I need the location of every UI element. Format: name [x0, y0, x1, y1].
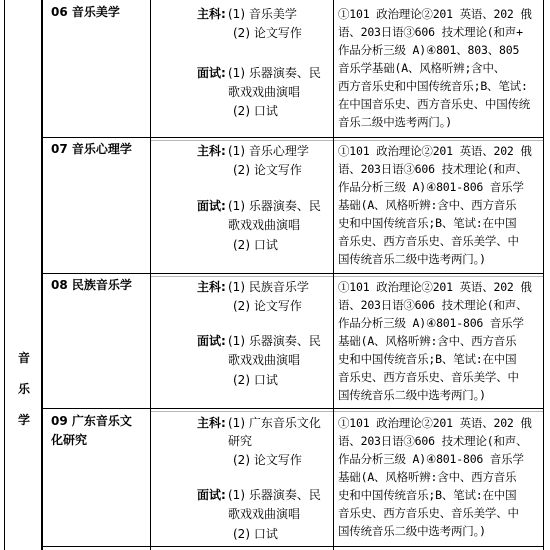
- exam-line: 语、203日语③606 技术理论(和声、: [338, 434, 528, 448]
- interview-line: 歌戏戏曲演唱: [228, 218, 301, 232]
- cell-inner-rule: [151, 276, 333, 277]
- row-separator: [42, 273, 544, 274]
- main-subject-label: 主科:: [197, 280, 226, 294]
- exam-line: 国传统音乐二级中选考两门。): [338, 252, 486, 266]
- exam-line: 在中国音乐史、西方音乐史、中国传统: [338, 97, 531, 111]
- main-subject-label: 主科:: [197, 7, 226, 21]
- main-subject-line: (1) 民族音乐学: [228, 280, 309, 294]
- major-name: 07 音乐心理学: [51, 142, 132, 156]
- main-subject-line: 研究: [228, 434, 253, 448]
- category-char: 乐: [17, 382, 30, 396]
- exam-line: 作品分析三级 A)④801-806 音乐学: [338, 316, 524, 330]
- exam-line: 音乐史、西方音乐史、音乐美学、中: [338, 506, 519, 520]
- main-subject-line: (2) 论文写作: [233, 163, 302, 177]
- exam-line: 音乐二级中选考两门。): [338, 115, 452, 129]
- exam-line: ①101 政治理论②201 英语、202 俄: [338, 416, 532, 430]
- interview-line: (2) 口试: [233, 104, 278, 118]
- exam-line: 基础(A、风格听辨:含中、西方音乐: [338, 198, 517, 212]
- main-subject-label: 主科:: [197, 416, 226, 430]
- major-name-continued: 化研究: [51, 433, 88, 447]
- name-column-divider: [150, 0, 151, 550]
- interview-line: (2) 口试: [233, 238, 278, 252]
- exam-line: 语、203日语③606 技术理论(和声+: [338, 25, 523, 39]
- main-subject-line: (2) 论文写作: [233, 26, 302, 40]
- exam-line: 史和中国传统音乐;B、笔试:在中国: [338, 488, 517, 502]
- interview-line: (1) 乐器演奏、民: [228, 66, 321, 80]
- exam-line: 语、203日语③606 技术理论(和声、: [338, 298, 528, 312]
- interview-line: 歌戏戏曲演唱: [228, 507, 301, 521]
- exam-line: ①101 政治理论②201 英语、202 俄: [338, 280, 532, 294]
- interview-label: 面试:: [197, 488, 226, 502]
- category-column-divider: [41, 0, 43, 550]
- row-separator: [42, 137, 544, 138]
- exam-line: 作品分析三级 A)④801-806 音乐学: [338, 180, 524, 194]
- interview-line: (1) 乐器演奏、民: [228, 334, 321, 348]
- row-separator: [42, 546, 544, 547]
- exam-line: 基础(A、风格听辨:含中、西方音乐: [338, 470, 517, 484]
- cell-inner-rule: [334, 140, 543, 141]
- major-name: 08 民族音乐学: [51, 278, 132, 292]
- subjects-column-divider: [333, 0, 334, 550]
- interview-line: 歌戏戏曲演唱: [228, 353, 301, 367]
- main-subject-line: (1) 音乐心理学: [228, 144, 309, 158]
- interview-line: 歌戏戏曲演唱: [228, 85, 301, 99]
- main-subject-label: 主科:: [197, 144, 226, 158]
- exam-line: 国传统音乐二级中选考两门。): [338, 524, 486, 538]
- interview-label: 面试:: [197, 66, 226, 80]
- exam-line: 西方音乐史和中国传统音乐;B、笔试:: [338, 79, 528, 93]
- cell-inner-rule: [334, 276, 543, 277]
- exam-line: 基础(A、风格听辨:含中、西方音乐: [338, 334, 517, 348]
- cell-inner-rule: [151, 411, 333, 412]
- main-subject-line: (2) 论文写作: [233, 453, 302, 467]
- exam-line: ①101 政治理论②201 英语、202 俄: [338, 7, 532, 21]
- interview-line: (2) 口试: [233, 373, 278, 387]
- interview-label: 面试:: [197, 334, 226, 348]
- table-left-border: [4, 0, 5, 550]
- exam-line: 国传统音乐二级中选考两门。): [338, 388, 486, 402]
- interview-line: (2) 口试: [233, 527, 278, 541]
- exam-line: 作品分析三级 A)④801-806 音乐学: [338, 452, 524, 466]
- exam-line: 史和中国传统音乐;B、笔试:在中国: [338, 352, 517, 366]
- major-name: 09 广东音乐文: [51, 414, 132, 428]
- exam-line: 音乐学基础(A、风格听辨;含中、: [338, 61, 506, 75]
- exam-line: 音乐史、西方音乐史、音乐美学、中: [338, 370, 519, 384]
- exam-line: 史和中国传统音乐;B、笔试:在中国: [338, 216, 517, 230]
- interview-label: 面试:: [197, 199, 226, 213]
- main-subject-line: (1) 广东音乐文化: [228, 416, 321, 430]
- cell-inner-rule: [151, 140, 333, 141]
- row-separator: [42, 408, 544, 409]
- major-name: 06 音乐美学: [51, 5, 120, 19]
- category-char: 音: [17, 351, 30, 365]
- cell-inner-rule: [334, 411, 543, 412]
- exam-line: 语、203日语③606 技术理论(和声、: [338, 162, 528, 176]
- exam-line: ①101 政治理论②201 英语、202 俄: [338, 144, 532, 158]
- main-subject-line: (2) 论文写作: [233, 299, 302, 313]
- exam-line: 作品分析三级 A)④801、803、805: [338, 43, 520, 57]
- interview-line: (1) 乐器演奏、民: [228, 199, 321, 213]
- category-char: 学: [17, 413, 30, 427]
- main-subject-line: (1) 音乐美学: [228, 7, 297, 21]
- interview-line: (1) 乐器演奏、民: [228, 488, 321, 502]
- exam-line: 音乐史、西方音乐史、音乐美学、中: [338, 234, 519, 248]
- table-right-border: [543, 0, 544, 550]
